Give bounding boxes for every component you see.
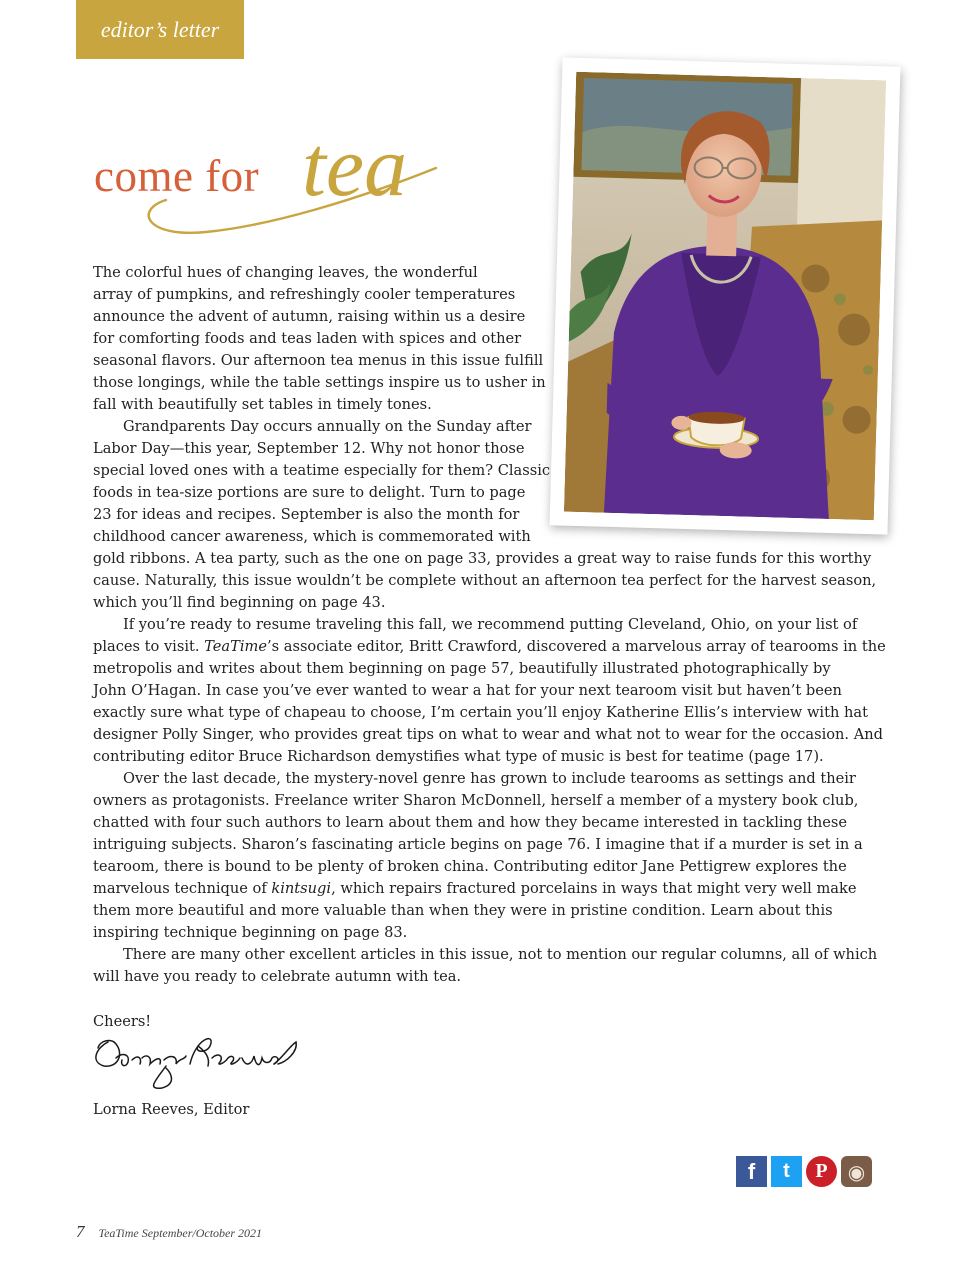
letter-line: which you’ll find beginning on page 43. (93, 594, 386, 611)
letter-line: There are many other excellent articles in this issue, not to mention our regular columns, all of which (123, 946, 878, 963)
instagram-glyph: ◉ (847, 1159, 866, 1184)
letter-line: exactly sure what type of chapeau to choose, I’m certain you’ll enjoy Katherine Ellis’s interview with hat (93, 704, 868, 721)
letter-text: marvelous technique of (93, 880, 272, 897)
letter-text: , which repairs fractured porcelains in ways that might very well make (331, 880, 857, 897)
letter-paragraph-3 (93, 614, 886, 768)
letter-line: cause. Naturally, this issue wouldn’t be complete without an afternoon tea perfect for the harvest season, (93, 572, 877, 589)
facebook-icon[interactable] (736, 1156, 767, 1187)
letter-text: places to visit. (93, 638, 205, 655)
letter-line (93, 878, 873, 900)
letter-line: seasonal flavors. Our afternoon tea menus in this issue fulfill (93, 352, 544, 369)
page-footer (76, 1222, 262, 1242)
headline-part2: tea (302, 118, 408, 214)
letter-text: ’s associate editor, Britt Crawford, discovered a marvelous array of tearooms in the (266, 638, 886, 655)
page-number: 7 (76, 1222, 85, 1241)
letter-line: Grandparents Day occurs annually on the Sunday after (123, 418, 532, 435)
letter-line: If you’re ready to resume traveling this fall, we recommend putting Cleveland, Ohio, on your list of (123, 616, 858, 633)
letter-line: inspiring technique beginning on page 83. (93, 924, 408, 941)
letter-line: John O’Hagan. In case you’ve ever wanted to wear a hat for your next tearoom visit but haven’t been (93, 682, 842, 699)
letter-line: owners as protagonists. Freelance writer Sharon McDonnell, herself a member of a mystery book club, (93, 792, 859, 809)
instagram-icon[interactable] (841, 1156, 872, 1187)
letter-line: The colorful hues of changing leaves, the wonderful (93, 264, 478, 281)
sign-off-text: Lorna Reeves, Editor (93, 1101, 250, 1118)
letter-line: childhood cancer awareness, which is commemorated with (93, 528, 531, 545)
letter-line: foods in tea-size portions are sure to delight. Turn to page (93, 484, 526, 501)
letter-line: announce the advent of autumn, raising within us a desire (93, 308, 526, 325)
twitter-icon[interactable] (771, 1156, 802, 1187)
letter-line: gold ribbons. A tea party, such as the one on page 33, provides a great way to raise funds for this worthy (93, 550, 872, 567)
letter-line: them more beautiful and more valuable than when they were in pristine condition. Learn about this (93, 902, 833, 919)
letter-paragraph-5 (93, 944, 878, 988)
magazine-title: TeaTime (204, 638, 267, 655)
headline (94, 118, 454, 242)
closing-text: Cheers! (93, 1013, 152, 1030)
pinterest-icon[interactable] (806, 1156, 837, 1187)
section-tab-label: editor’s letter (100, 16, 220, 42)
letter-line: Labor Day—this year, September 12. Why not honor those (93, 440, 525, 457)
letter-line: metropolis and writes about them beginning on page 57, beautifully illustrated photographically by (93, 660, 831, 677)
letter-line: designer Polly Singer, who provides great tips on what to wear and what not to wear for the occasion. And (93, 726, 883, 743)
letter-line: those longings, while the table settings inspire us to usher in (93, 374, 546, 391)
letter-line: will have you ready to celebrate autumn with tea. (93, 968, 462, 985)
signature-drawing (86, 1028, 306, 1094)
letter-line: Over the last decade, the mystery-novel genre has grown to include tearooms as settings and their (123, 770, 856, 787)
letter-paragraph-4 (93, 768, 873, 944)
letter-line: for comforting foods and teas laden with spices and other (93, 330, 522, 347)
letter-paragraph-1 (93, 262, 553, 416)
letter-line: tearoom, there is bound to be plenty of broken china. Contributing editor Jane Pettigrew explores the (93, 858, 847, 875)
letter-line: chatted with four such authors to learn about them and how they became interested in tackling these (93, 814, 847, 831)
section-tab (76, 0, 244, 59)
twitter-glyph: t (783, 1160, 790, 1182)
letter-line: fall with beautifully set tables in timely tones. (93, 396, 432, 413)
facebook-glyph: f (747, 1158, 756, 1184)
letter-line: 23 for ideas and recipes. September is also the month for (93, 506, 520, 523)
pinterest-glyph: P (815, 1160, 828, 1182)
letter-line: contributing editor Bruce Richardson demystifies what type of music is best for teatime (page 17). (93, 748, 824, 765)
editor-signature (86, 1028, 306, 1098)
letter-line: intriguing subjects. Sharon’s fascinating article begins on page 76. I imagine that if a murder is set in a (93, 836, 863, 853)
headline-part1: come for (94, 151, 260, 201)
publication-info: TeaTime September/October 2021 (98, 1226, 263, 1240)
letter-paragraph-2 (93, 416, 877, 614)
letter-line: special loved ones with a teatime especially for them? Classic (93, 462, 551, 479)
letter-line: array of pumpkins, and refreshingly cooler temperatures (93, 286, 516, 303)
social-icons (736, 1156, 872, 1187)
sign-off (93, 1099, 249, 1121)
letter-line (93, 636, 886, 658)
kintsugi-term: kintsugi (271, 880, 332, 897)
